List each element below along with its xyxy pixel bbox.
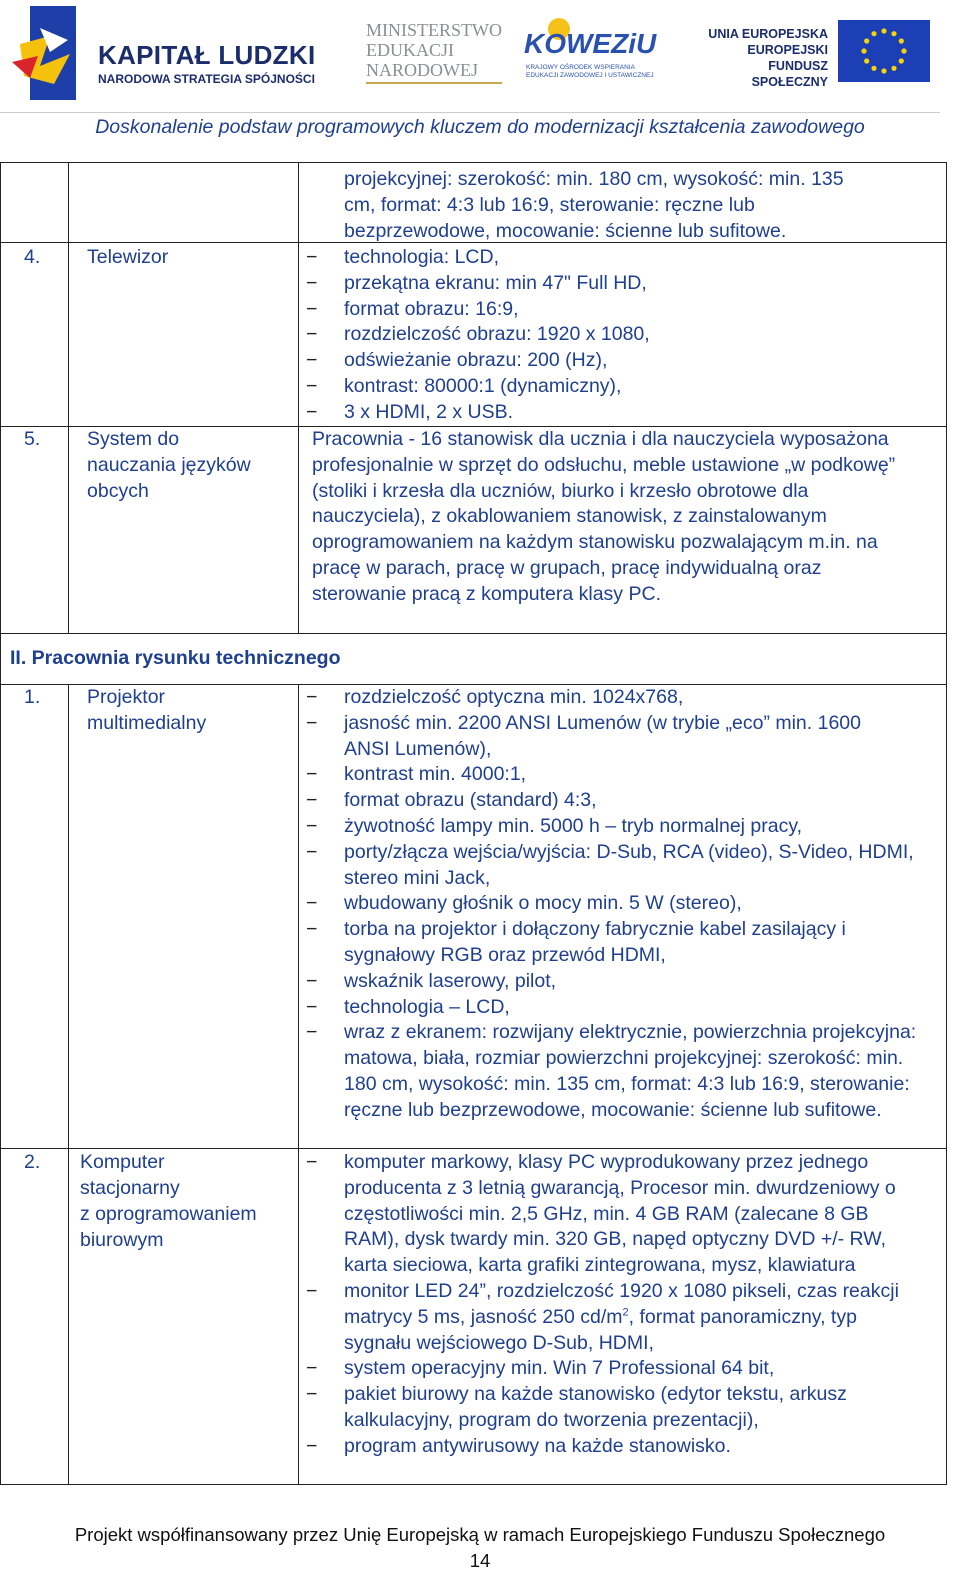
men-line-3: NARODOWEJ xyxy=(366,60,478,80)
eu-line-2: EUROPEJSKI xyxy=(747,43,828,57)
section-title: II. Pracownia rysunku technicznego xyxy=(10,647,341,669)
eu-star-icon xyxy=(891,66,896,71)
header-tagline: Doskonalenie podstaw programowych kluczem do modernizacji kształcenia zawodowego xyxy=(95,116,865,138)
s2row2-name-line-4: biurowym xyxy=(80,1229,164,1251)
list-item: − pakiet biurowy na każde stanowisko (edytor tekstu, arkusz kalkulacyjny, program do tworzenia prezentacji), xyxy=(306,1382,946,1434)
eu-logo xyxy=(698,20,938,90)
eu-star-icon xyxy=(899,58,904,63)
list-item: − torba na projektor i dołączony fabrycznie kabel zasilający i sygnałowy RGB oraz przewód HDMI, xyxy=(306,917,946,969)
koweziu-subtitle xyxy=(526,64,654,80)
list-item: − odświeżanie obrazu: 200 (Hz), xyxy=(306,348,946,374)
list-item: − kontrast: 80000:1 (dynamiczny), xyxy=(306,374,946,400)
eu-star-icon xyxy=(899,38,904,43)
list-item: − program antywirusowy na każde stanowisko. xyxy=(306,1434,946,1460)
men-underline xyxy=(366,82,502,84)
list-item: − technologia: LCD, xyxy=(306,245,946,271)
row4-name: Telewizor xyxy=(87,246,169,268)
eu-star-icon xyxy=(871,31,876,36)
list-item: − format obrazu (standard) 4:3, xyxy=(306,788,946,814)
list-item: − komputer markowy, klasy PC wyprodukowany przez jednego producenta z 3 letnią gwarancją, Procesor min. dwurdzeniowy o częstotliwości min. 2,5 GHz, min. 4 GB RAM (zalecane 8 GB RAM), dysk twardy min. 320 GB, napęd optyczny DVD +/- RW, karta sieciowa, karta grafiki zintegrowana, mysz, klawiatura xyxy=(306,1150,946,1279)
koweziu-name: KOWEZiU xyxy=(524,28,657,59)
s2row1-number: 1. xyxy=(24,686,41,708)
eu-star-icon xyxy=(881,68,886,73)
list-item: − żywotność lampy min. 5000 h – tryb normalnej pracy, xyxy=(306,814,946,840)
s2row2-name-line-1: Komputer xyxy=(80,1151,165,1173)
list-item: − porty/złącza wejścia/wyjścia: D-Sub, RCA (video), S-Video, HDMI, stereo mini Jack, xyxy=(306,840,946,892)
list-item: − wraz z ekranem: rozwijany elektrycznie, powierzchnia projekcyjna: matowa, biała, rozmiar powierzchni projekcyjnej: szerokość: min. 180 cm, wysokość: min. 135 cm, format: 4:3 lub 16:9, sterowanie: ręczne lub bezprzewodowe, mocowanie: ścienne lub sufitowe. xyxy=(306,1020,946,1123)
eu-star-icon xyxy=(891,31,896,36)
cont-line-3: bezprzewodowe, mocowanie: ścienne lub sufitowe. xyxy=(344,220,787,242)
men-line-1: MINISTERSTWO xyxy=(366,20,502,40)
s2row1-name-line-2: multimedialny xyxy=(87,712,207,734)
kapital-ludzki-star-icon xyxy=(10,6,92,100)
monitor-spec-a: monitor LED 24”, rozdzielczość 1920 x 1080 pikseli, czas reakcji matrycy 5 ms, jasność 250 cd/m xyxy=(344,1279,899,1328)
koweziu-sub-1: KRAJOWY OŚRODEK WSPIERANIA xyxy=(526,64,635,71)
monitor-spec-b: , format panoramiczny, typ sygnału wejściowego D-Sub, HDMI, xyxy=(344,1305,857,1354)
s2row2-spec-list xyxy=(306,1150,946,1460)
eu-star-icon xyxy=(901,48,906,53)
row5-name-line-3: obcych xyxy=(87,480,149,502)
row4-number: 4. xyxy=(24,246,41,268)
list-item: − 3 x HDMI, 2 x USB. xyxy=(306,400,946,426)
list-item: − wskaźnik laserowy, pilot, xyxy=(306,969,946,995)
eu-star-icon xyxy=(871,66,876,71)
table-col-divider-2 xyxy=(298,162,299,633)
table-border-right xyxy=(946,162,947,1485)
list-item xyxy=(306,1279,946,1356)
table-col-divider-1b xyxy=(68,684,69,1485)
list-item: − wbudowany głośnik o mocy min. 5 W (stereo), xyxy=(306,891,946,917)
table-border-top xyxy=(0,162,947,163)
row5-number: 5. xyxy=(24,428,41,450)
cont-line-2: cm, format: 4:3 lub 16:9, sterowanie: ręczne lub xyxy=(344,194,755,216)
kapital-ludzki-title: KAPITAŁ LUDZKI xyxy=(98,40,316,70)
list-item: − rozdzielczość optyczna min. 1024x768, xyxy=(306,685,946,711)
koweziu-logo xyxy=(524,22,657,80)
men-line-2: EDUKACJI xyxy=(366,40,454,60)
list-item: − system operacyjny min. Win 7 Professional 64 bit, xyxy=(306,1356,946,1382)
s2row2-name-line-2: stacjonarny xyxy=(80,1177,180,1199)
eu-flag-icon xyxy=(838,20,930,82)
list-item: − kontrast min. 4000:1, xyxy=(306,762,946,788)
row-divider-s2-2 xyxy=(0,1148,947,1149)
men-logo xyxy=(366,20,502,80)
row5-description: Pracownia - 16 stanowisk dla ucznia i dla nauczyciela wyposażona profesjonalnie w sprzęt do odsłuchu, meble ustawione „w podkowę” (stoliki i krzesła dla uczniów, biurko i krzesło obrotowe dla nauczyciela), z okablowaniem stanowisk, z zainstalowanym oprogramowaniem na każdym stanowisku pozwalającym m.in. na pracę w parach, pracę w grupach, pracę indywidualną oraz sterowanie pracą z komputera klasy PC. xyxy=(312,428,896,605)
list-item: − jasność min. 2200 ANSI Lumenów (w trybie „eco” min. 1600 ANSI Lumenów), xyxy=(306,711,946,763)
table-col-divider-1 xyxy=(68,162,69,633)
page-number: 14 xyxy=(469,1550,491,1571)
eu-line-3: FUNDUSZ SPOŁECZNY xyxy=(751,59,828,89)
eu-text xyxy=(698,26,828,90)
eu-star-icon xyxy=(864,38,869,43)
header-divider xyxy=(0,112,940,113)
row4-spec-list xyxy=(306,245,946,426)
table-border-bottom xyxy=(0,1484,947,1485)
table-border-left xyxy=(0,162,1,1485)
eu-star-icon xyxy=(864,58,869,63)
cont-line-1: projekcyjnej: szerokość: min. 180 cm, wysokość: min. 135 xyxy=(344,168,844,190)
kapital-ludzki-logo xyxy=(10,6,316,100)
eu-line-1: UNIA EUROPEJSKA xyxy=(708,27,828,41)
s2row1-name-line-1: Projektor xyxy=(87,686,166,708)
list-item: − przekątna ekranu: min 47" Full HD, xyxy=(306,271,946,297)
list-item: − rozdzielczość obrazu: 1920 x 1080, xyxy=(306,322,946,348)
list-item: − technologia – LCD, xyxy=(306,995,946,1021)
eu-star-icon xyxy=(861,48,866,53)
s2row2-number: 2. xyxy=(24,1151,41,1173)
kapital-ludzki-subtitle: NARODOWA STRATEGIA SPÓJNOŚCI xyxy=(98,72,315,86)
s2row2-name-line-3: z oprogramowaniem xyxy=(80,1203,257,1225)
row5-name-line-1: System do xyxy=(87,428,180,450)
page-header xyxy=(0,0,960,138)
list-item: − format obrazu: 16:9, xyxy=(306,297,946,323)
koweziu-sub-2: EDUKACJI ZAWODOWEJ I USTAWICZNEJ xyxy=(526,72,654,79)
row-divider-section xyxy=(0,633,947,634)
eu-star-icon xyxy=(881,28,886,33)
row5-name-line-2: nauczania języków xyxy=(87,454,251,476)
s2row1-spec-list xyxy=(306,685,946,1124)
monitor-spec-sup: 2 xyxy=(622,1306,629,1319)
page-footer: Projekt współfinansowany przez Unię Europejską w ramach Europejskiego Funduszu Społecznego xyxy=(74,1524,886,1545)
table-col-divider-2b xyxy=(298,684,299,1485)
